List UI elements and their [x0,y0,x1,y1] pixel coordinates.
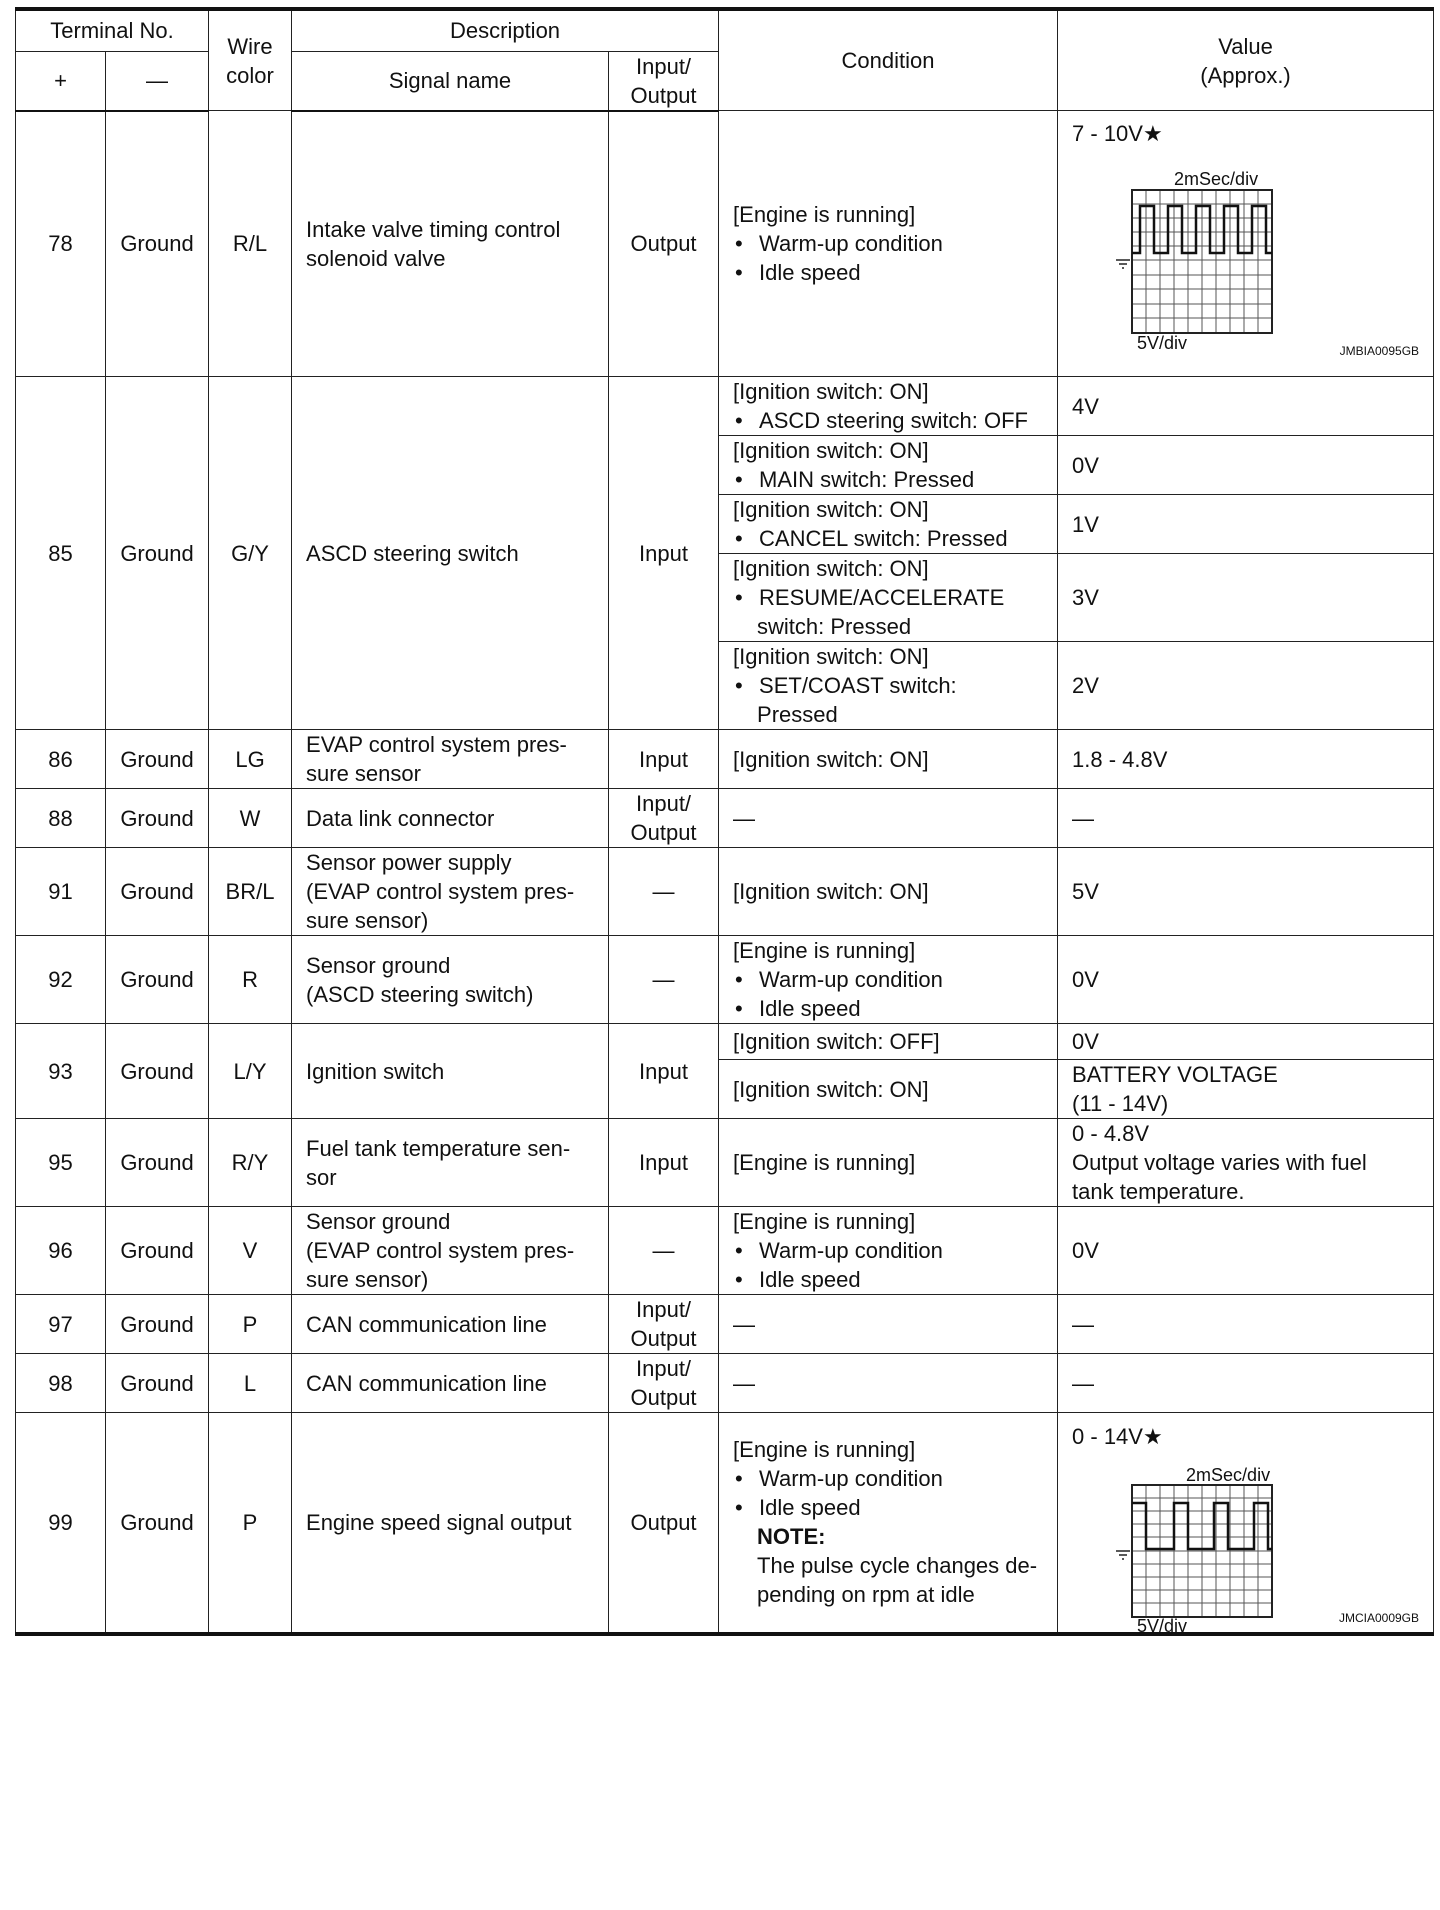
table-row [16,1354,1434,1413]
table-row [16,936,1434,1024]
value-text: 0V [1058,436,1434,495]
io-value: Input [609,1119,719,1207]
signal-name: Intake valve timing control solenoid valve [292,111,609,377]
value-text: 0V [1058,936,1434,1024]
io-value: Input [609,1024,719,1119]
wire-color: P [209,1295,292,1354]
signal-name: Engine speed signal output [292,1413,609,1634]
table-row [16,848,1434,936]
wire-color: LG [209,730,292,789]
value-waveform-cell [1058,1413,1434,1634]
terminal-number: 98 [16,1354,106,1413]
io-value: Input [609,377,719,730]
wire-color: BR/L [209,848,292,936]
value-text: 0V [1058,1024,1434,1060]
table-row [16,1024,1434,1060]
condition-header: Condition [719,9,1058,111]
condition: [Ignition switch: ON] • MAIN switch: Pressed [719,436,1058,495]
table-row [16,1295,1434,1354]
value-text: 0 - 14V★ [1072,1423,1163,1449]
value-text: 4V [1058,377,1434,436]
condition: [Ignition switch: ON] [719,1060,1058,1119]
value-text: — [1058,789,1434,848]
value-text: — [1058,1295,1434,1354]
signal-name: Fuel tank temperature sen- sor [292,1119,609,1207]
terminal-number: 92 [16,936,106,1024]
terminal-no-header: Terminal No. [16,9,209,51]
ground-label: Ground [106,936,209,1024]
condition: [Engine is running] • Warm-up condition • Idle speed [719,111,1058,377]
figure-code: JMCIA0009GB [1338,1610,1420,1625]
io-value: Input [609,730,719,789]
timebase-label: 2mSec/div [1186,1464,1271,1485]
condition: [Ignition switch: ON] • SET/COAST switch: Pressed [719,642,1058,730]
signal-name: CAN communication line [292,1295,609,1354]
signal-name: ASCD steering switch [292,377,609,730]
value-text: BATTERY VOLTAGE (11 - 14V) [1058,1060,1434,1119]
io-value: Output [609,1413,719,1634]
value-text: 0 - 4.8V Output voltage varies with fuel tank temperature. [1058,1119,1434,1207]
wire-color: R/L [209,111,292,377]
terminal-number: 99 [16,1413,106,1634]
ground-label: Ground [106,730,209,789]
value-waveform-cell [1058,111,1434,377]
terminal-number: 86 [16,730,106,789]
value-text: 2V [1058,642,1434,730]
condition: [Ignition switch: ON] • RESUME/ACCELERATE switch: Pressed [719,554,1058,642]
ground-label: Ground [106,377,209,730]
ground-label: Ground [106,1413,209,1634]
condition: — [719,1295,1058,1354]
io-value: Input/ Output [609,1354,719,1413]
table-row [16,730,1434,789]
io-value: — [609,936,719,1024]
volt-div-label: 5V/div [1137,333,1188,353]
io-value: Output [609,111,719,377]
ground-label: Ground [106,1207,209,1295]
volt-div-label: 5V/div [1137,1615,1188,1636]
io-value: — [609,848,719,936]
oscilloscope-waveform-99 [1102,1467,1282,1627]
note-label: NOTE: [757,1524,826,1550]
condition: [Ignition switch: OFF] [719,1024,1058,1060]
value-text: 1V [1058,495,1434,554]
condition: [Engine is running] • Warm-up condition • Idle speed [719,936,1058,1024]
io-value: Input/ Output [609,789,719,848]
value-text: 0V [1058,1207,1434,1295]
timebase-label: 2mSec/div [1174,169,1259,189]
wire-color-header: Wire color [209,9,292,111]
wire-color: L [209,1354,292,1413]
condition: [Ignition switch: ON] [719,730,1058,789]
condition: [Ignition switch: ON] • CANCEL switch: Pressed [719,495,1058,554]
minus-header: — [106,51,209,111]
condition: [Engine is running] • Warm-up condition • Idle speed [719,1207,1058,1295]
condition: — [719,789,1058,848]
wire-color: L/Y [209,1024,292,1119]
signal-name: Sensor power supply (EVAP control system pres- sure sensor) [292,848,609,936]
signal-name: EVAP control system pres- sure sensor [292,730,609,789]
description-header: Description [292,9,719,51]
wire-color: V [209,1207,292,1295]
signal-name: CAN communication line [292,1354,609,1413]
ground-label: Ground [106,1119,209,1207]
wire-color: R/Y [209,1119,292,1207]
plus-header: + [16,51,106,111]
signal-name: Sensor ground (EVAP control system pres- sure sensor) [292,1207,609,1295]
condition: — [719,1354,1058,1413]
condition: [Engine is running] • Warm-up condition • Idle speed NOTE: The pulse cycle changes de- pending on rpm at idle [719,1413,1058,1634]
signal-name: Ignition switch [292,1024,609,1119]
terminal-table [15,7,1434,1636]
terminal-number: 97 [16,1295,106,1354]
wire-color: W [209,789,292,848]
io-value: Input/ Output [609,1295,719,1354]
value-text: — [1058,1354,1434,1413]
terminal-number: 88 [16,789,106,848]
signal-name: Sensor ground (ASCD steering switch) [292,936,609,1024]
table-row [16,377,1434,436]
ground-label: Ground [106,789,209,848]
table-row [16,1119,1434,1207]
condition: [Engine is running] [719,1119,1058,1207]
ground-label: Ground [106,848,209,936]
terminal-number: 85 [16,377,106,730]
ground-label: Ground [106,1354,209,1413]
wire-color: G/Y [209,377,292,730]
table-row [16,1207,1434,1295]
io-header: Input/ Output [609,51,719,111]
value-text: 3V [1058,554,1434,642]
terminal-number: 95 [16,1119,106,1207]
table-row [16,1413,1434,1634]
value-text: 5V [1058,848,1434,936]
terminal-number: 96 [16,1207,106,1295]
io-value: — [609,1207,719,1295]
condition: [Ignition switch: ON] • ASCD steering switch: OFF [719,377,1058,436]
signal-name-header: Signal name [292,51,609,111]
wire-color: R [209,936,292,1024]
condition: [Ignition switch: ON] [719,848,1058,936]
ground-label: Ground [106,111,209,377]
signal-name: Data link connector [292,789,609,848]
table-row [16,789,1434,848]
table-row [16,111,1434,377]
figure-code: JMBIA0095GB [1339,344,1420,358]
ground-label: Ground [106,1295,209,1354]
terminal-number: 78 [16,111,106,377]
terminal-number: 93 [16,1024,106,1119]
value-text: 7 - 10V★ [1072,121,1163,146]
wire-color: P [209,1413,292,1634]
value-text: 1.8 - 4.8V [1058,730,1434,789]
ground-label: Ground [106,1024,209,1119]
oscilloscope-waveform-78 [1102,168,1282,348]
value-header: Value (Approx.) [1058,9,1434,111]
terminal-number: 91 [16,848,106,936]
